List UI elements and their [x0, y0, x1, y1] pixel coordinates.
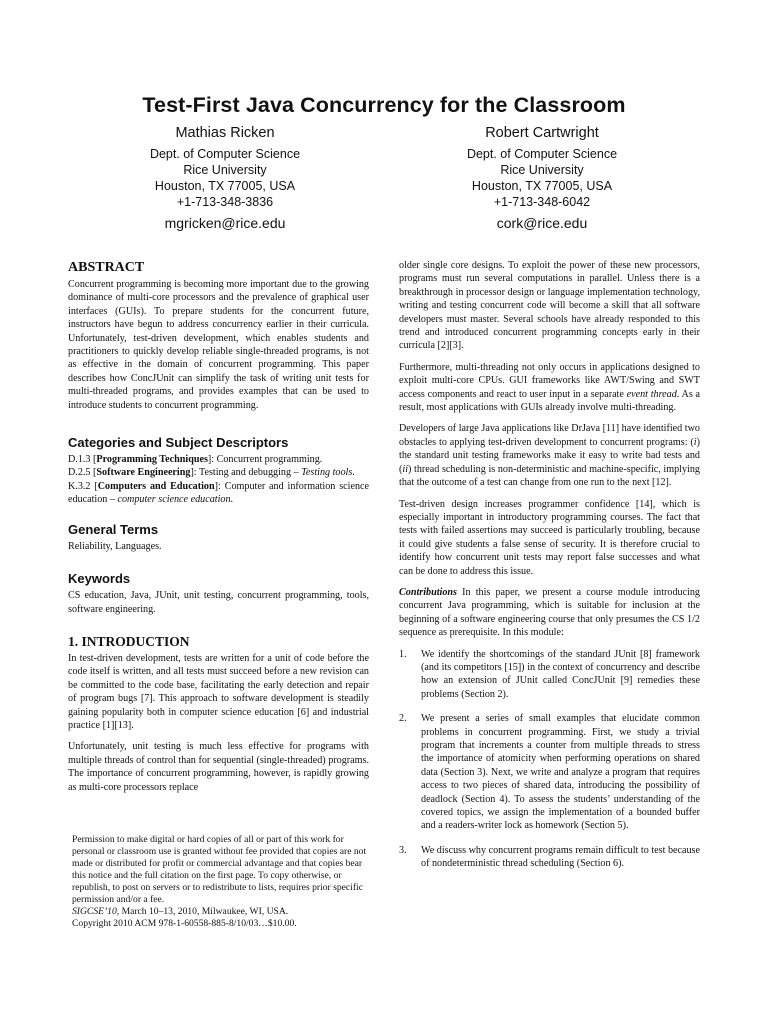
- permission-text: Permission to make digital or hard copies of all or part of this work for personal or classroom use is granted without fee provided that copies are not made or distributed for profit or commercial advantage and that copies bear this notice and the full citation on the first page. To copy otherwise, or republish, to post on servers or to redistribute to lists, requires prior specific permission and/or a fee.: [72, 834, 367, 905]
- contributions-list: [399, 648, 700, 871]
- contributions-paragraph: Contributions In this paper, we present a course module introducing concurrent Java programming, which is suitable for inclusion at the beginning of a software engineering course that only presumes the CS 1/2 sequence as prerequisite. In this module:: [399, 586, 700, 639]
- author-name: Robert Cartwright: [485, 125, 599, 141]
- permission-notice: [72, 834, 368, 930]
- author-block-1: [75, 125, 375, 231]
- author-email[interactable]: mgricken@rice.edu: [164, 215, 286, 231]
- author-city: Houston, TX 77005, USA: [471, 179, 613, 193]
- list-item: 2. We present a series of small examples that elucidate common problems in concurrent programming. First, we study a trivial program that increments a counter from multiple threads to stress the importance of atomicity when performing operations on shared data (Section 3). Next, we write and analyze a program that requires access to two pieces of shared data, introducing the possibility of deadlock (Section 4). To assess the students’ understanding of the covered topics, we assign the implementation of a bounded buffer and a readers-writer lock as homework (Section 5).: [399, 713, 700, 832]
- categories-heading: Categories and Subject Descriptors: [68, 435, 289, 451]
- author-phone: +1-713-348-6042: [493, 195, 591, 209]
- list-item: 3. We discuss why concurrent programs remain difficult to test because of nondeterministic thread scheduling (Section 6).: [399, 844, 700, 870]
- keywords-text: CS education, Java, JUnit, unit testing, concurrent programming, tools, software engineering.: [68, 590, 369, 615]
- author-name: Mathias Ricken: [175, 125, 275, 141]
- author-city: Houston, TX 77005, USA: [154, 179, 296, 193]
- author-phone: +1-713-348-3836: [176, 195, 274, 209]
- introduction-paragraph-2: Unfortunately, unit testing is much less effective for programs with multiple threads of control than for sequential (single-threaded) programs. The importance of concurrent programming, however, is rapidly growing as multi-core processors replace: [68, 741, 369, 793]
- keywords-heading: Keywords: [68, 571, 131, 587]
- category-item: K.3.2 [Computers and Education]: Computer and information science education – computer science education.: [68, 480, 369, 506]
- general-terms-text: Reliability, Languages.: [68, 540, 162, 552]
- categories-list: [68, 453, 369, 507]
- body-paragraph: Test-driven design increases programmer confidence [14], which is especially important in introductory programming courses. The fact that tests with failed assertions may succeed is particularly troubling, because it could give students a false sense of security. It is therefore crucial to identify how concurrent unit tests may report false successes and what can be done to address this issue.: [399, 498, 700, 577]
- author-email[interactable]: cork@rice.edu: [496, 215, 588, 231]
- left-column: [68, 259, 369, 802]
- abstract-heading: ABSTRACT: [68, 260, 145, 275]
- author-dept: Dept. of Computer Science: [149, 147, 301, 161]
- venue-line: SIGCSE’10, March 10–13, 2010, Milwaukee, WI, USA.: [72, 906, 289, 917]
- abstract-text: Concurrent programming is becoming more important due to the growing dominance of multi-core processors and the prevalence of graphical user interfaces (GUIs). To prepare students for the concurrent future, instructors have begun to address concurrency earlier in their curricula. Unfortunately, test-driven development, which enables students and practitioners to quickly develop reliable single-threaded programs, is not as effective in the domain of concurrent programming. This paper describes how ConcJUnit can simplify the task of writing unit tests for multi-threaded programs, and provides examples that can be used to introduce students to concurrent programming.: [68, 279, 369, 411]
- author-university: Rice University: [500, 163, 584, 177]
- author-block-2: [392, 125, 692, 231]
- right-column: [399, 259, 700, 882]
- author-dept: Dept. of Computer Science: [466, 147, 618, 161]
- body-paragraph: Furthermore, multi-threading not only occurs in applications designed to exploit multi-core CPUs. GUI frameworks like AWT/Swing and SWT access components and react to user input in a separate event thread. As a result, most applications with GUIs already involve multi-threading.: [399, 361, 701, 414]
- body-paragraph: older single core designs. To exploit the power of these new processors, programs must run several computations in parallel. Unless there is a breakthrough in processor design or language implementation technology, writing and testing concurrent code will become a skill that all software developers must master. Several schools have already responded to this trend and introduced concurrent programming concepts early in their curricula [2][3].: [399, 260, 700, 352]
- list-item: 1. We identify the shortcomings of the standard JUnit [8] framework (and its competitors [15]) in the context of concurrency and describe how an extension of JUnit called ConcJUnit [9] remedies these problems (Section 2).: [399, 648, 700, 700]
- paper-title: Test-First Java Concurrency for the Classroom: [142, 93, 626, 117]
- author-university: Rice University: [183, 163, 267, 177]
- general-terms-heading: General Terms: [68, 521, 159, 537]
- introduction-heading: 1. INTRODUCTION: [68, 633, 190, 649]
- category-item: D.2.5 [Software Engineering]: Testing and debugging – Testing tools.: [68, 467, 355, 479]
- body-paragraph: Developers of large Java applications like DrJava [11] have identified two obstacles to applying test-driven development to concurrent programs: (i) the standard unit testing frameworks make it easy to write bad tests and (ii) thread scheduling is non-deterministic and machine-specific, implying that the outcome of a test can change from one run to the next [12].: [399, 423, 700, 489]
- introduction-paragraph-1: In test-driven development, tests are written for a unit of code before the code itself is written, and all tests must succeed before a new revision can be committed to the code base, facilitating the early detection and repair of program bugs [7]. This approach to software development is steadily gaining popularity both in computer science education [6] and industrial practice [1][13].: [68, 652, 369, 731]
- copyright-line: Copyright 2010 ACM 978-1-60558-885-8/10/03…$10.00.: [72, 918, 297, 929]
- category-item: D.1.3 [Programming Techniques]: Concurrent programming.: [68, 454, 323, 466]
